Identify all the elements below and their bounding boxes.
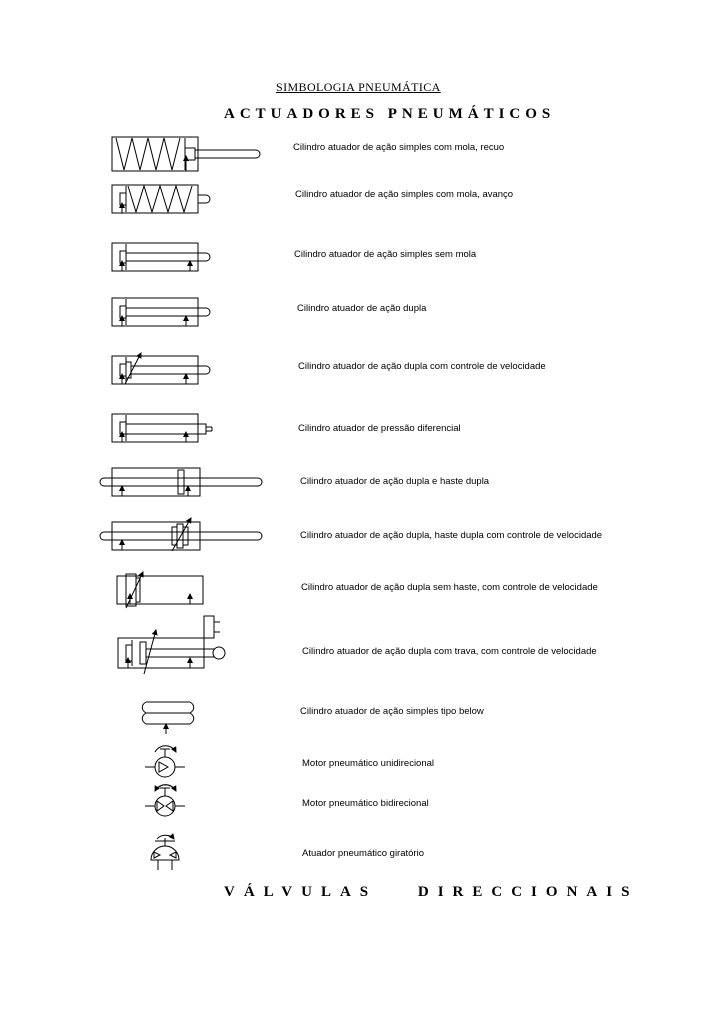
symbol-cylinder-double-rod [100,468,262,496]
caption-rodless: Cilindro atuador de ação dupla sem haste, com controle de velocidade [301,582,598,593]
symbol-cylinder-double-rod-speed-control [100,518,262,551]
caption-rotary-actuator: Atuador pneumático giratório [302,848,424,859]
caption-double-rod-speed-control: Cilindro atuador de ação dupla, haste dupla com controle de velocidade [300,530,603,541]
symbol-cylinder-spring-return [112,137,260,171]
symbol-cylinder-differential-pressure [112,414,212,442]
caption-motor-unidirectional: Motor pneumático unidirecional [302,758,435,769]
caption-spring-advance: Cilindro atuador de ação simples com mola, avanço [295,189,514,200]
caption-single-acting: Cilindro atuador de ação simples sem mola [294,249,477,260]
symbol-cylinder-double-acting-speed-control [112,353,210,384]
section-heading-valves: VÁLVULAS DIRECCIONAIS [224,884,639,900]
symbol-motor-unidirectional [145,746,185,777]
symbol-cylinder-single-acting [112,243,210,271]
caption-with-lock: Cilindro atuador de ação dupla com trava, com controle de velocidade [302,646,597,657]
caption-double-acting: Cilindro atuador de ação dupla [297,303,427,314]
caption-bellows: Cilindro atuador de ação simples tipo below [300,706,484,717]
caption-differential-pressure: Cilindro atuador de pressão diferencial [298,423,461,434]
symbol-cylinder-spring-advance [112,185,210,213]
symbol-motor-bidirectional [145,785,185,816]
caption-spring-return: Cilindro atuador de ação simples com mola, recuo [293,142,505,153]
caption-speed-control: Cilindro atuador de ação dupla com controle de velocidade [298,361,546,372]
section-heading-actuators: ACTUADORES PNEUMÁTICOS [224,106,556,122]
symbol-cylinder-double-acting [112,298,210,326]
caption-motor-bidirectional: Motor pneumático bidirecional [302,798,429,809]
caption-double-rod: Cilindro atuador de ação dupla e haste dupla [300,476,490,487]
symbol-rotary-actuator [151,835,179,870]
symbol-cylinder-rodless [117,572,203,608]
symbol-cylinder-with-lock [118,616,225,674]
page-title: SIMBOLOGIA PNEUMÁTICA [276,80,441,94]
symbol-bellows-actuator [142,702,194,734]
